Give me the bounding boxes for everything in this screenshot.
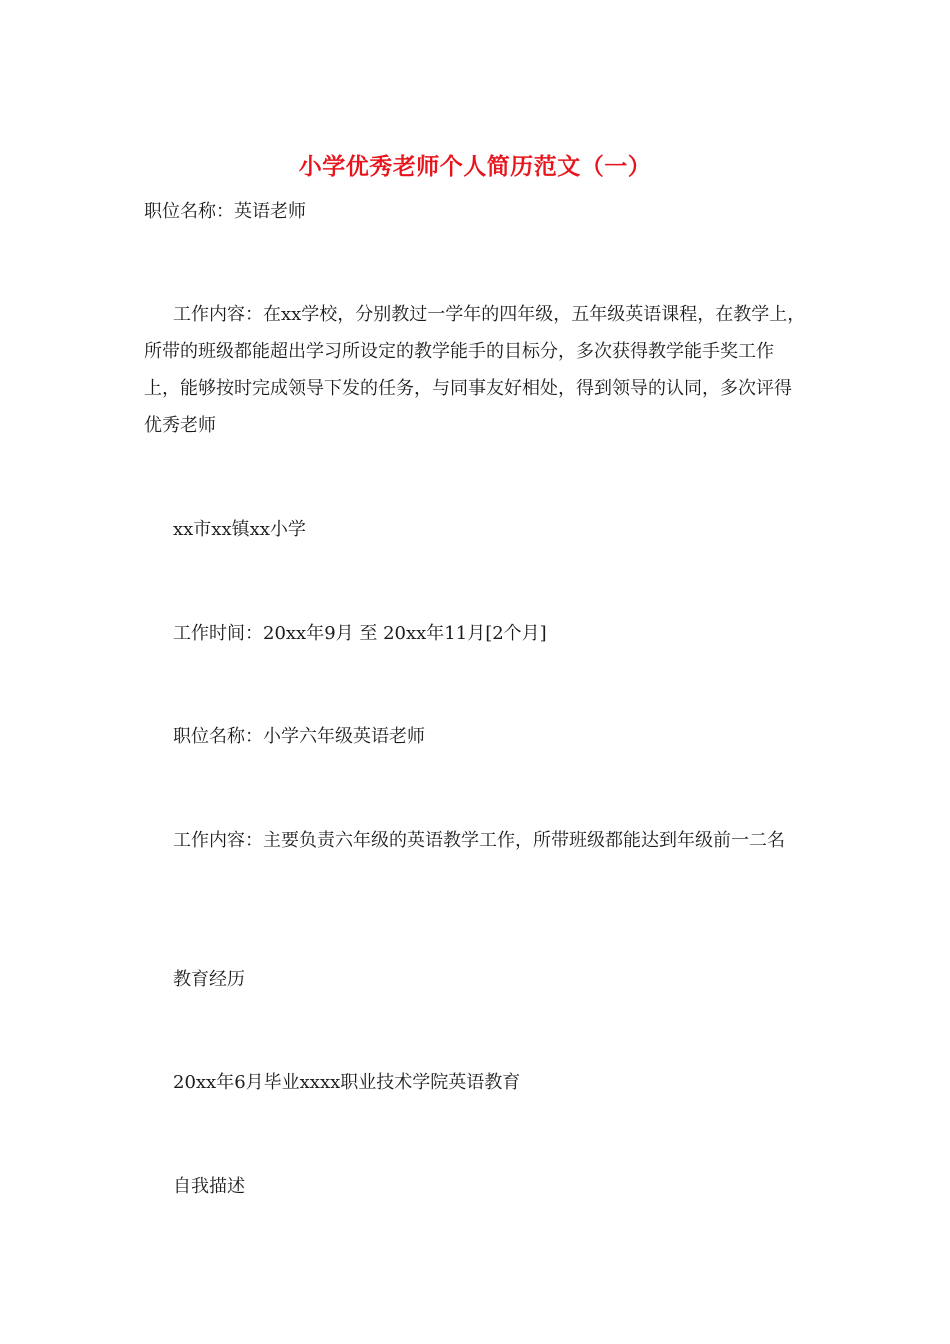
self-description-heading: 自我描述 [173, 1176, 245, 1197]
job-description-paragraph-2: 工作内容：主要负责六年级的英语教学工作，所带班级都能达到年级前一二名 [173, 830, 785, 851]
position-title-paragraph-2: 职位名称：小学六年级英语老师 [173, 726, 425, 747]
school-name-paragraph: xx市xx镇xx小学 [173, 519, 306, 540]
education-heading: 教育经历 [173, 969, 245, 990]
position-title-paragraph: 职位名称：英语老师 [144, 201, 306, 222]
job-description-paragraph: 工作内容：在xx学校，分别教过一学年的四年级，五年级英语课程，在教学上，所带的班级都能超出学习所设定的教学能手的目标分，多次获得教学能手奖工作上，能够按时完成领导下发的任务，与同事友好相处，得到领导的认同，多次评得优秀老师 [144, 304, 806, 436]
education-entry: 20xx年6月毕业xxxx职业技术学院英语教育 [173, 1072, 521, 1093]
document-title: 小学优秀老师个人简历范文（一） [298, 153, 652, 180]
work-period-paragraph: 工作时间：20xx年9月 至 20xx年11月[2个月] [173, 623, 547, 644]
